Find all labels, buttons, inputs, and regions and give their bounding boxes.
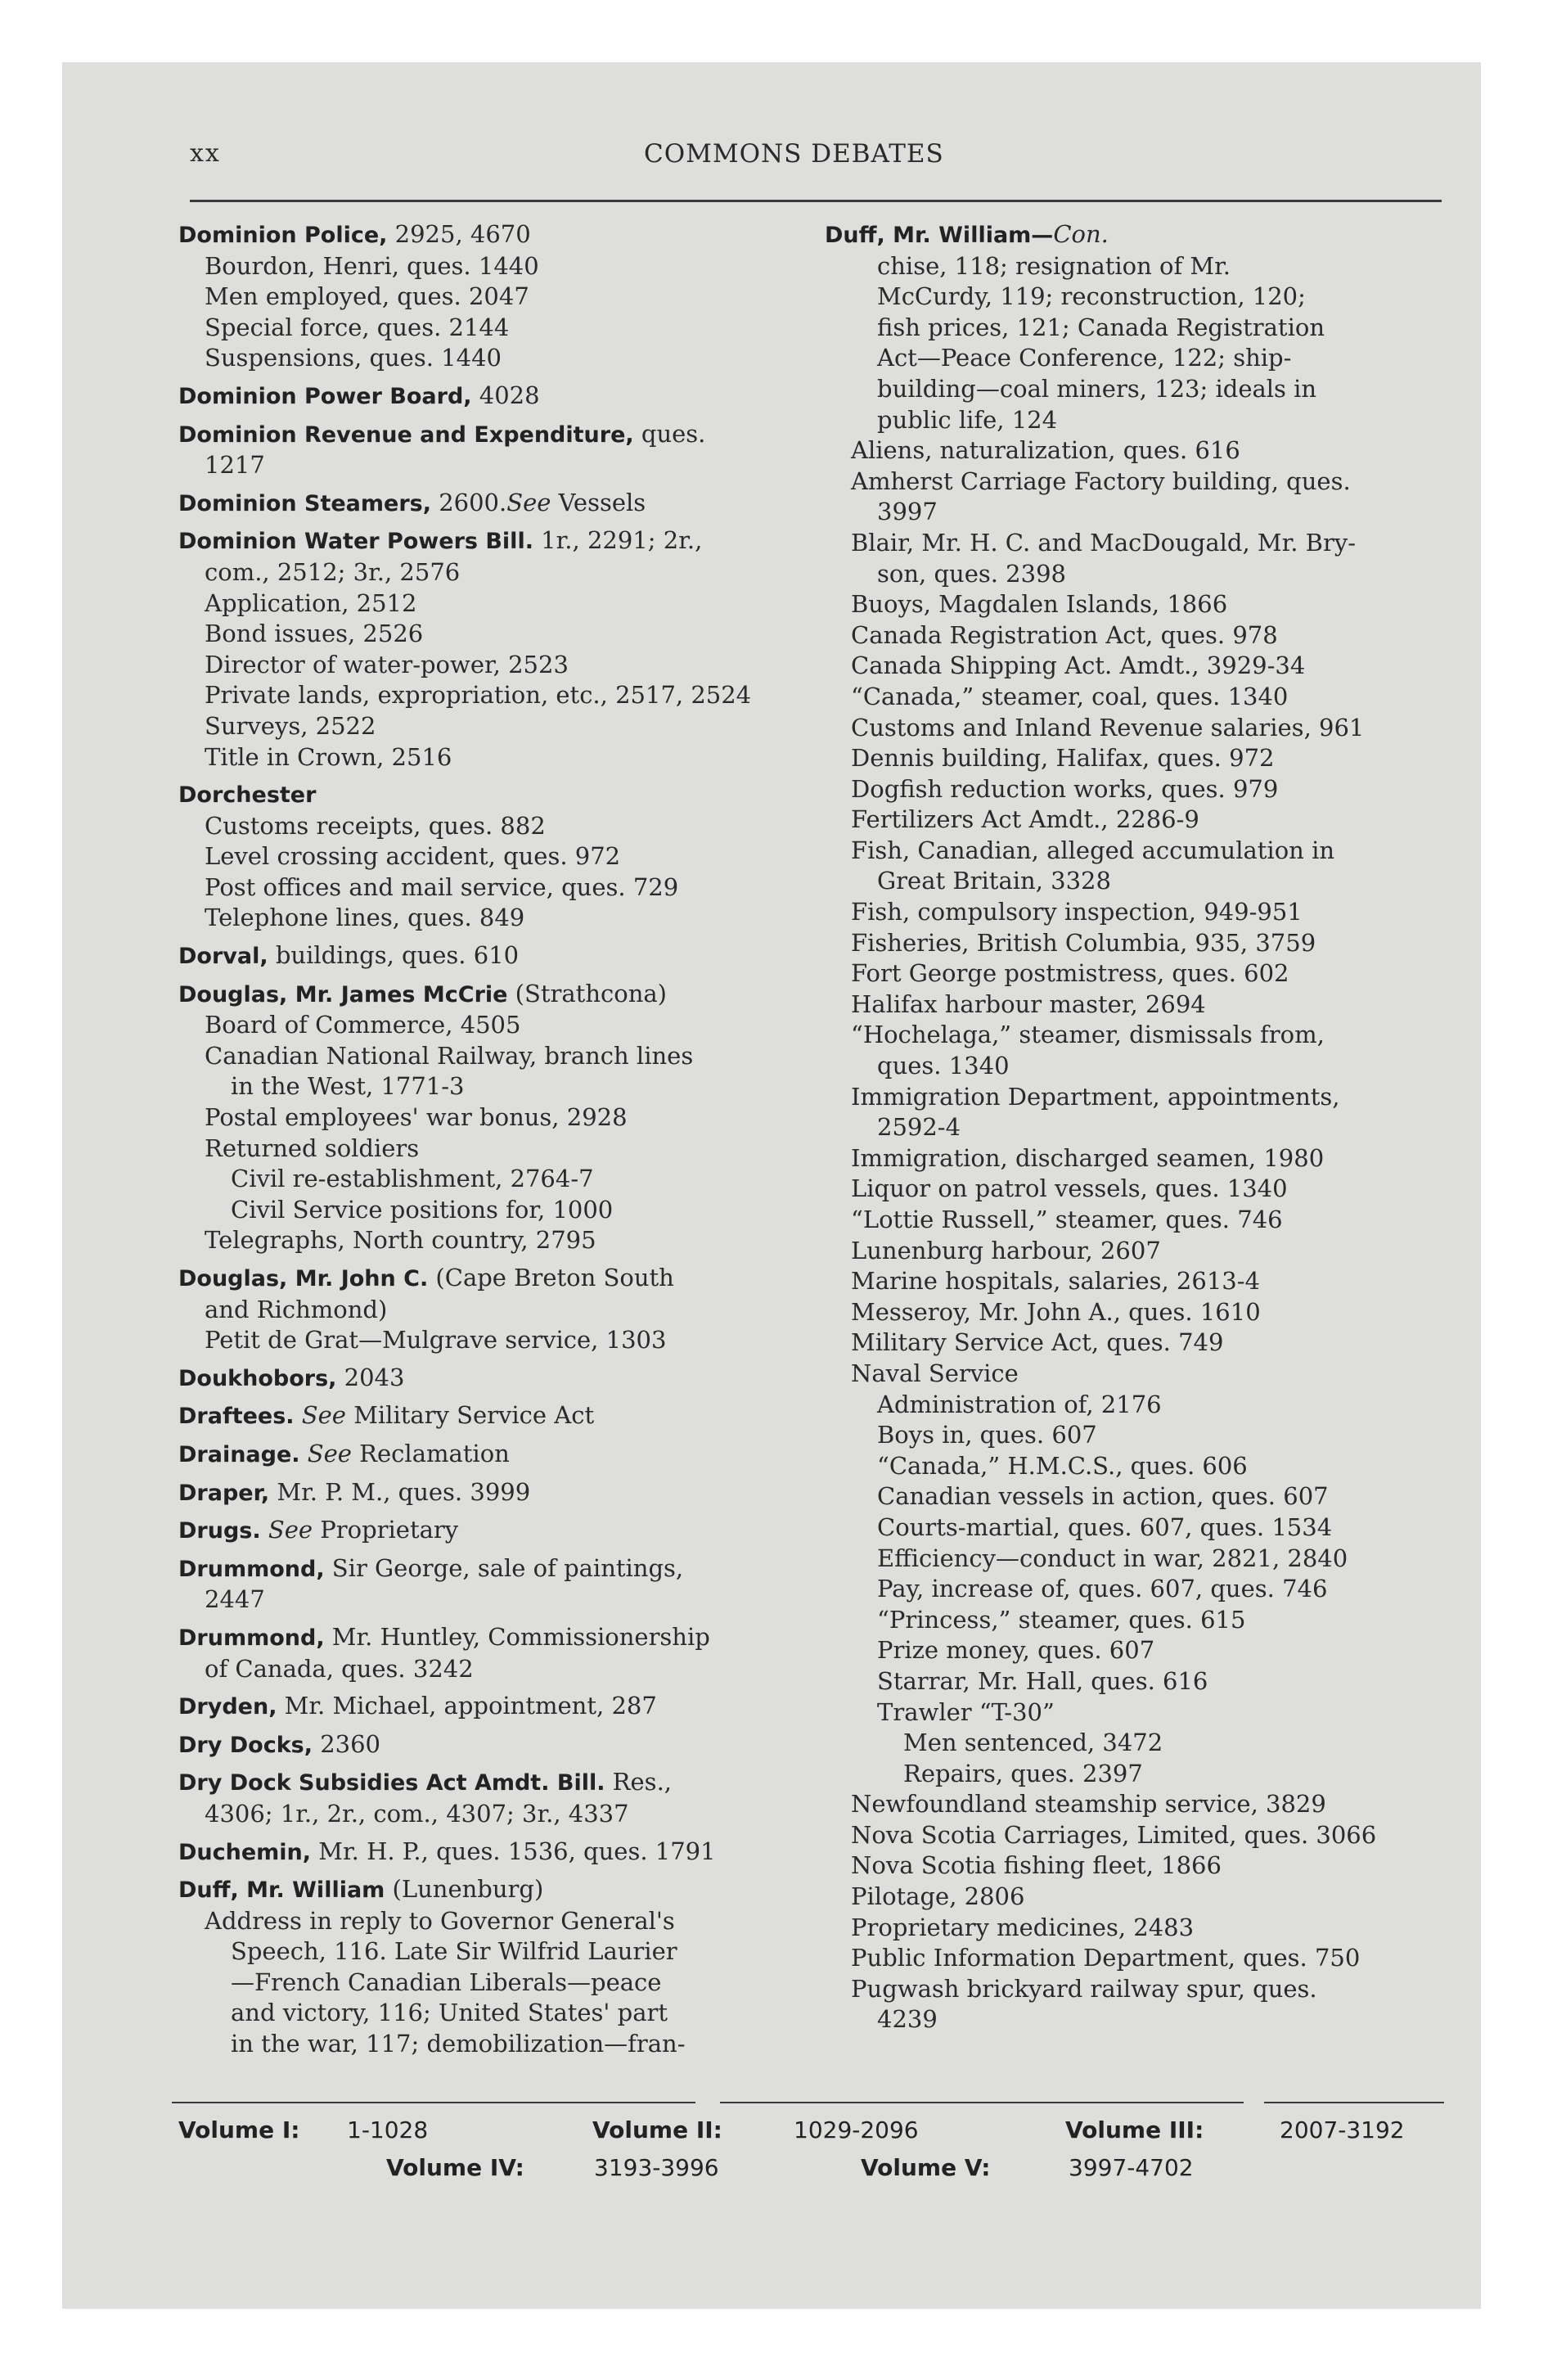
volume-3-range: 2007-3192 — [1280, 2116, 1405, 2143]
subentry: Administration of, 2176 — [877, 1390, 1162, 1418]
subentry: Surveys, 2522 — [205, 711, 376, 740]
subentry: “Lottie Russell,” steamer, ques. 746 — [851, 1206, 1283, 1233]
volume-4-range: 3193-3996 — [594, 2154, 719, 2181]
volume-4-label: Volume IV: — [386, 2154, 524, 2181]
subentry: Address in reply to Governor General's — [205, 1906, 675, 1935]
index-entry — [178, 1767, 784, 1829]
entry-heading: Dominion Power Board, — [178, 383, 472, 409]
subentry: Liquor on patrol vessels, ques. 1340 — [851, 1174, 1288, 1203]
entry-heading-tail: 2360 — [312, 1729, 381, 1758]
entry-continuation: and Richmond) — [205, 1295, 388, 1323]
index-entry — [178, 381, 784, 412]
entry-heading-line — [178, 1729, 784, 1761]
index-entry — [178, 1553, 784, 1616]
index-entry — [178, 940, 784, 972]
subentry: Fertilizers Act Amdt., 2286-9 — [851, 805, 1199, 834]
subentry: “Hochelaga,” steamer, dismissals from, — [851, 1021, 1325, 1049]
entry-heading: Duff, Mr. William— — [825, 223, 1054, 248]
entry-heading: Douglas, Mr. John C. — [178, 1266, 429, 1291]
subentry: Canada Shipping Act. Amdt., 3929-34 — [851, 651, 1306, 680]
entry-heading: Dryden, — [178, 1694, 277, 1720]
subentry: Special force, ques. 2144 — [205, 313, 510, 341]
subentry: chise, 118; resignation of Mr. — [877, 251, 1231, 280]
index-entry — [178, 1874, 784, 2060]
entry-heading: Dominion Water Powers Bill. — [178, 529, 533, 555]
subentry: Fort George postmistress, ques. 602 — [851, 959, 1289, 988]
volume-footer — [178, 2116, 1455, 2190]
index-entry — [178, 1439, 784, 1471]
entry-heading-tail: 4028 — [471, 381, 540, 409]
index-entry — [825, 219, 1455, 2035]
subentry: Blair, Mr. H. C. and MacDougald, Mr. Bry- — [851, 528, 1357, 557]
entry-heading-tail: 2043 — [336, 1363, 405, 1391]
entry-heading-tail: ques. — [633, 419, 706, 448]
volume-3-label: Volume III: — [1065, 2116, 1204, 2143]
subentry: fish prices, 121; Canada Registration — [877, 313, 1325, 341]
subentry: Newfoundland steamship service, 3829 — [851, 1790, 1326, 1819]
subentry: Canadian vessels in action, ques. 607 — [877, 1482, 1329, 1511]
entry-heading-tail: 2925, 4670 — [387, 220, 531, 248]
subentry: Fish, compulsory inspection, 949-951 — [851, 898, 1303, 926]
page-header — [190, 139, 1458, 180]
index-entry — [178, 1515, 784, 1547]
subentry: Returned soldiers — [205, 1134, 420, 1162]
page-title: COMMONS DEBATES — [644, 139, 944, 169]
subentry: Immigration Department, appointments, — [851, 1082, 1340, 1111]
entry-heading: Dorchester — [178, 782, 317, 809]
subentry: Repairs, ques. 2397 — [903, 1759, 1143, 1787]
entry-heading-line — [178, 488, 784, 520]
entry-heading-tail: buildings, ques. 610 — [268, 941, 520, 970]
index-entry — [178, 219, 784, 374]
entry-heading: Douglas, Mr. James McCrie — [178, 981, 508, 1007]
subentry: Board of Commerce, 4505 — [205, 1011, 521, 1039]
index-entry — [178, 979, 784, 1256]
entry-heading: Drummond, — [178, 1625, 325, 1651]
entry-heading-line — [178, 1553, 784, 1585]
entry-heading-line — [178, 419, 784, 451]
entry-heading-tail: Res., — [605, 1768, 673, 1796]
subentry: Canadian National Railway, branch lines — [205, 1041, 694, 1070]
subentry: Efficiency—conduct in war, 2821, 2840 — [877, 1544, 1348, 1572]
subentry: 3997 — [877, 498, 938, 526]
entry-heading: Dominion Revenue and Expenditure, — [178, 421, 634, 448]
subentry: Director of water-power, 2523 — [205, 650, 569, 678]
subentry: Telegraphs, North country, 2795 — [205, 1226, 596, 1255]
entry-heading-tail: (Lunenburg) — [385, 1875, 544, 1904]
subentry: Pilotage, 2806 — [851, 1882, 1025, 1911]
index-column-right — [825, 219, 1455, 2035]
volume-1-label: Volume I: — [178, 2116, 300, 2143]
subentry: Marine hospitals, salaries, 2613-4 — [851, 1267, 1260, 1296]
index-entry — [178, 1263, 784, 1356]
subentry: Public Information Department, ques. 750 — [851, 1944, 1361, 1972]
subentry: Telephone lines, ques. 849 — [205, 904, 525, 932]
footer-rule-left — [172, 2102, 695, 2103]
index-entry — [178, 779, 784, 934]
entry-heading: Doukhobors, — [178, 1365, 337, 1391]
see-reference: See — [299, 1439, 352, 1467]
index-entry — [178, 1400, 784, 1432]
see-target: Reclamation — [351, 1439, 510, 1467]
entry-heading: Dominion Steamers, — [178, 490, 431, 516]
subentry: Level crossing accident, ques. 972 — [205, 842, 621, 871]
subentry: Customs and Inland Revenue salaries, 961 — [851, 713, 1365, 741]
subentry: 2592-4 — [877, 1113, 961, 1142]
entry-continuation: 2447 — [205, 1585, 265, 1614]
subentry: Boys in, ques. 607 — [877, 1421, 1097, 1449]
entry-heading-line — [178, 779, 784, 811]
subentry: Fish, Canadian, alleged accumulation in — [851, 836, 1335, 864]
entry-heading-line — [825, 219, 1455, 251]
subentry: son, ques. 2398 — [877, 559, 1066, 588]
entry-heading-tail: (Strathcona) — [507, 979, 667, 1007]
subentry: building—coal miners, 123; ideals in — [877, 374, 1317, 403]
subentry: Pay, increase of, ques. 607, ques. 746 — [877, 1575, 1328, 1603]
subentry: McCurdy, 119; reconstruction, 120; — [877, 282, 1306, 311]
volume-2-range: 1029-2096 — [794, 2116, 919, 2143]
subentry: Bond issues, 2526 — [205, 620, 424, 648]
subentry: Civil re-establishment, 2764-7 — [231, 1165, 594, 1193]
entry-heading-tail: 1r., 2291; 2r., — [533, 526, 703, 555]
subentry: “Princess,” steamer, ques. 615 — [877, 1605, 1246, 1634]
footer-rule-right — [1264, 2102, 1444, 2103]
subentry: —French Canadian Liberals—peace — [231, 1968, 662, 1996]
footer-rule-middle — [720, 2102, 1244, 2103]
page-number: xx — [190, 139, 221, 168]
see-target: Vessels — [551, 488, 646, 516]
subentry: Immigration, discharged seamen, 1980 — [851, 1143, 1325, 1172]
entry-heading: Drummond, — [178, 1556, 325, 1582]
subentry: Amherst Carriage Factory building, ques. — [851, 467, 1351, 495]
entry-heading-tail: Mr. Huntley, Commissionership — [324, 1622, 710, 1651]
subentry: Customs receipts, ques. 882 — [205, 811, 546, 840]
subentry: Civil Service positions for, 1000 — [231, 1195, 614, 1224]
subentry: Lunenburg harbour, 2607 — [851, 1236, 1161, 1264]
see-target: Military Service Act — [345, 1401, 595, 1430]
subentry: Military Service Act, ques. 749 — [851, 1328, 1224, 1357]
subentry: Bourdon, Henri, ques. 1440 — [205, 251, 539, 280]
subentry: Fisheries, British Columbia, 935, 3759 — [851, 928, 1316, 957]
entry-continuation: com., 2512; 3r., 2576 — [205, 557, 461, 586]
subentry: Title in Crown, 2516 — [205, 742, 452, 771]
entry-heading: Dominion Police, — [178, 223, 388, 248]
entry-heading-line — [178, 525, 784, 557]
subentry: Speech, 116. Late Sir Wilfrid Laurier — [231, 1937, 677, 1966]
entry-heading-line — [178, 1874, 784, 1906]
entry-heading-line — [178, 1400, 784, 1432]
entry-heading: Draper, — [178, 1480, 270, 1506]
entry-continuation: 4306; 1r., 2r., com., 4307; 3r., 4337 — [205, 1799, 629, 1828]
volume-2-label: Volume II: — [592, 2116, 722, 2143]
subentry: Trawler “T-30” — [877, 1697, 1055, 1726]
subentry: Suspensions, ques. 1440 — [205, 344, 502, 372]
subentry: Proprietary medicines, 2483 — [851, 1913, 1195, 1941]
subentry: public life, 124 — [877, 405, 1058, 434]
subentry: Private lands, expropriation, etc., 2517, 2524 — [205, 681, 752, 710]
subentry: Prize money, ques. 607 — [877, 1636, 1155, 1665]
see-reference: See — [506, 488, 551, 516]
subentry: in the West, 1771-3 — [231, 1072, 465, 1101]
entry-heading-line — [178, 940, 784, 972]
subentry: Petit de Grat—Mulgrave service, 1303 — [205, 1326, 667, 1355]
entry-heading-line — [178, 1691, 784, 1723]
entry-heading-line — [178, 219, 784, 251]
index-entry — [178, 1477, 784, 1509]
subentry: Courts-martial, ques. 607, ques. 1534 — [877, 1512, 1333, 1541]
subentry: Application, 2512 — [205, 588, 417, 617]
entry-heading: Dry Docks, — [178, 1732, 313, 1758]
index-entry — [178, 419, 784, 481]
volume-5-range: 3997-4702 — [1069, 2154, 1194, 2181]
see-target: Proprietary — [313, 1516, 459, 1544]
subentry: Messeroy, Mr. John A., ques. 1610 — [851, 1297, 1261, 1326]
entry-heading: Draftees. — [178, 1404, 295, 1430]
subentry: Act—Peace Conference, 122; ship- — [877, 344, 1292, 372]
subentry: Starrar, Mr. Hall, ques. 616 — [877, 1666, 1208, 1695]
entry-heading: Duff, Mr. William — [178, 1877, 385, 1904]
subentry: and victory, 116; United States' part — [231, 1999, 668, 2027]
entry-heading-line — [178, 1837, 784, 1868]
subentry: Buoys, Magdalen Islands, 1866 — [851, 590, 1228, 619]
index-column-left — [178, 219, 784, 2060]
subentry: Halifax harbour master, 2694 — [851, 989, 1206, 1018]
subentry: 4239 — [877, 2005, 938, 2034]
entry-heading-tail: Mr. H. P., ques. 1536, ques. 1791 — [311, 1837, 716, 1865]
entry-heading-line — [178, 1515, 784, 1547]
entry-heading: Drugs. — [178, 1518, 261, 1544]
entry-heading-tail: Mr. P. M., ques. 3999 — [269, 1477, 531, 1506]
index-entry — [178, 1691, 784, 1723]
entry-heading: Dorval, — [178, 944, 268, 970]
entry-continuation: 1217 — [205, 451, 265, 480]
see-reference: See — [294, 1401, 346, 1430]
subentry: Dennis building, Halifax, ques. 972 — [851, 744, 1275, 773]
entry-heading-tail: (Cape Breton South — [428, 1264, 674, 1291]
entry-heading-line — [178, 381, 784, 412]
subentry: Pugwash brickyard railway spur, ques. — [851, 1974, 1317, 2003]
subentry: Men employed, ques. 2047 — [205, 282, 529, 311]
index-entry — [178, 1363, 784, 1395]
subentry: Aliens, naturalization, ques. 616 — [851, 436, 1240, 465]
entry-heading-tail: 2600. — [430, 488, 507, 516]
subentry: in the war, 117; demobilization—fran- — [231, 2030, 686, 2058]
entry-heading-tail: Sir George, sale of paintings, — [324, 1553, 684, 1582]
subentry: “Canada,” H.M.C.S., ques. 606 — [877, 1451, 1248, 1480]
index-entry — [178, 525, 784, 773]
entry-heading-line — [178, 1263, 784, 1295]
entry-continuation: of Canada, ques. 3242 — [205, 1654, 474, 1683]
index-entry — [178, 1729, 784, 1761]
entry-heading-line — [178, 1363, 784, 1395]
index-entry — [178, 488, 784, 520]
see-reference: Con. — [1053, 220, 1109, 248]
index-entry — [178, 1837, 784, 1868]
subentry: Nova Scotia Carriages, Limited, ques. 3066 — [851, 1820, 1377, 1849]
entry-heading-line — [178, 1439, 784, 1471]
entry-heading-tail: Mr. Michael, appointment, 287 — [277, 1692, 657, 1720]
subentry: “Canada,” steamer, coal, ques. 1340 — [851, 682, 1289, 710]
entry-heading: Dry Dock Subsidies Act Amdt. Bill. — [178, 1770, 605, 1796]
subentry: Nova Scotia fishing fleet, 1866 — [851, 1851, 1222, 1880]
subentry: Men sentenced, 3472 — [903, 1729, 1163, 1757]
subentry: Dogfish reduction works, ques. 979 — [851, 774, 1279, 803]
header-rule — [190, 200, 1442, 202]
subentry: Canada Registration Act, ques. 978 — [851, 620, 1278, 649]
volume-5-label: Volume V: — [861, 2154, 991, 2181]
subentry: Postal employees' war bonus, 2928 — [205, 1103, 628, 1132]
entry-heading-line — [178, 1622, 784, 1654]
entry-heading: Drainage. — [178, 1441, 300, 1467]
volume-1-range: 1-1028 — [347, 2116, 429, 2143]
entry-heading-line — [178, 1767, 784, 1799]
see-reference: See — [260, 1516, 313, 1544]
subentry: Great Britain, 3328 — [877, 867, 1111, 895]
subentry: ques. 1340 — [877, 1052, 1010, 1080]
entry-heading-line — [178, 979, 784, 1011]
entry-heading-line — [178, 1477, 784, 1509]
entry-heading: Duchemin, — [178, 1839, 312, 1865]
subentry: Post offices and mail service, ques. 729 — [205, 872, 679, 901]
subentry: Naval Service — [851, 1359, 1019, 1387]
index-entry — [178, 1622, 784, 1684]
